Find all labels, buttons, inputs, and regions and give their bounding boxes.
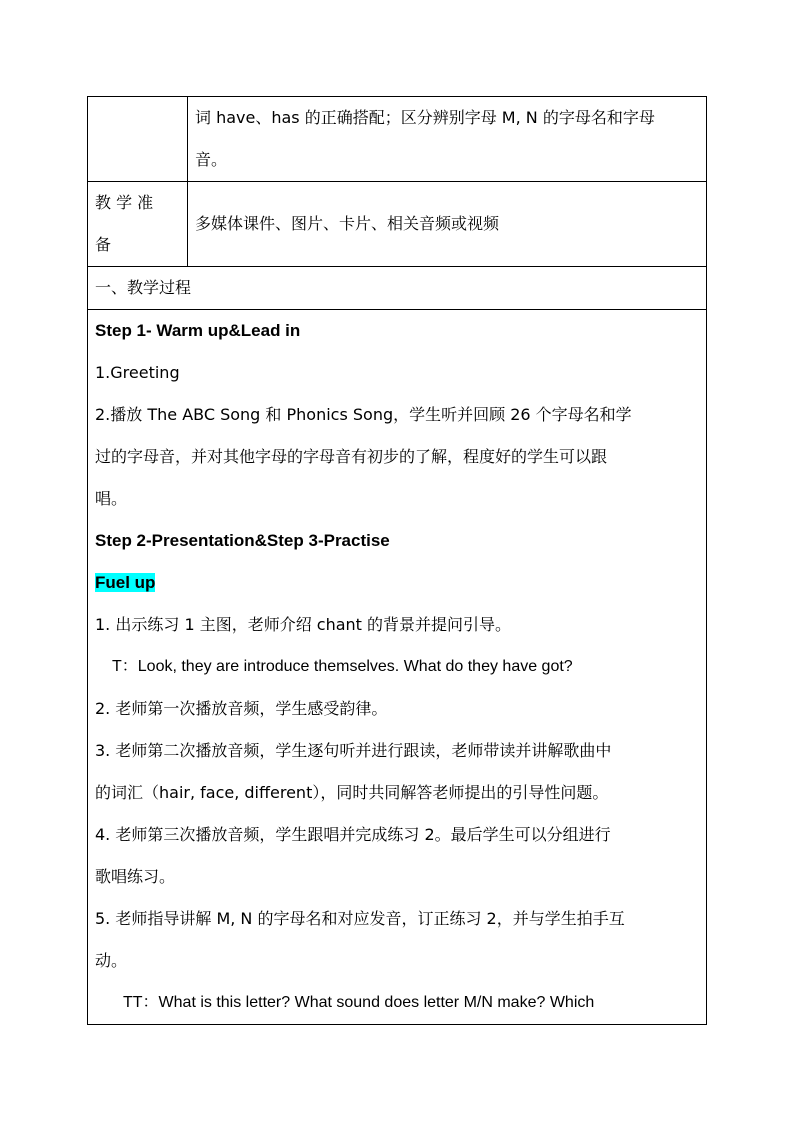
list-item-continued: 歌唱练习。 — [95, 867, 176, 886]
lesson-plan-table — [87, 96, 707, 1025]
list-item: 1. 出示练习 1 主图，老师介绍 chant 的背景并提问引导。 — [95, 615, 512, 634]
list-item: 5. 老师指导讲解 M, N 的字母名和对应发音，订正练习 2，并与学生拍手互 — [95, 909, 625, 928]
table-row — [88, 310, 707, 1025]
prep-label-line: 备 — [95, 235, 112, 254]
section-title-cell — [88, 267, 707, 310]
item2-line: 2.播放 The ABC Song 和 Phonics Song，学生听并回顾 26 个字母名和学 — [95, 405, 632, 424]
prep-content-cell — [188, 182, 707, 267]
item2-line: 唱。 — [95, 489, 128, 508]
list-item-continued: 的词汇（hair, face, different），同时共同解答老师提出的引导性问题。 — [95, 783, 609, 802]
table-row — [88, 267, 707, 310]
table-row — [88, 97, 707, 182]
empty-label-cell — [88, 97, 188, 182]
teacher-dialog: TT：What is this letter? What sound does letter M/N make? Which — [123, 994, 595, 1011]
step1-heading: Step 1- Warm up&Lead in — [95, 321, 301, 340]
section-title: 一、教学过程 — [95, 278, 192, 297]
table-row — [88, 182, 707, 267]
list-item: 4. 老师第三次播放音频，学生跟唱并完成练习 2。最后学生可以分组进行 — [95, 825, 611, 844]
process-content-cell — [88, 310, 707, 1025]
objectives-line: 音。 — [195, 150, 228, 169]
objectives-line: 词 have、has 的正确搭配；区分辨别字母 M, N 的字母名和字母 — [195, 108, 655, 127]
teacher-dialog: T：Look, they are introduce themselves. What do they have got? — [112, 658, 573, 675]
prep-label-line: 教 学 准 — [95, 193, 154, 212]
step2-heading: Step 2-Presentation&Step 3-Practise — [95, 531, 390, 550]
list-item: 3. 老师第二次播放音频，学生逐句听并进行跟读，老师带读并讲解歌曲中 — [95, 741, 612, 760]
prep-label-cell — [88, 182, 188, 267]
item2-line: 过的字母音，并对其他字母的字母音有初步的了解，程度好的学生可以跟 — [95, 447, 608, 466]
fuel-up-heading: Fuel up — [95, 573, 156, 592]
list-item: 2. 老师第一次播放音频，学生感受韵律。 — [95, 699, 388, 718]
greeting-item: 1.Greeting — [95, 363, 180, 382]
objectives-cell — [188, 97, 707, 182]
prep-content: 多媒体课件、图片、卡片、相关音频或视频 — [195, 214, 500, 233]
list-item-continued: 动。 — [95, 951, 128, 970]
